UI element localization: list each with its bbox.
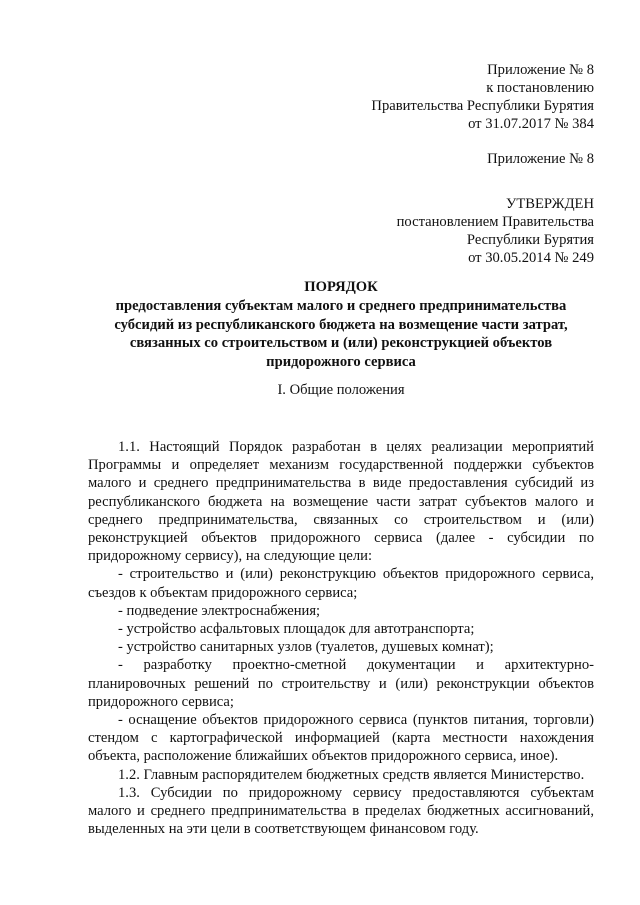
appendix-authority: Правительства Республики Бурятия — [371, 98, 594, 114]
document-title: ПОРЯДОК — [304, 279, 378, 295]
paragraph-1-2: 1.2. Главным распорядителем бюджетных средств является Министерство. — [118, 766, 585, 783]
approval-title: УТВЕРЖДЕН — [506, 196, 594, 212]
appendix-repeat-label: Приложение № 8 — [487, 151, 594, 167]
list-item: - строительство и (или) реконструкцию объектов придорожного сервиса, съездов к объектам придорожного сервиса; — [88, 566, 594, 601]
paragraph-1-3: 1.3. Субсидии по придорожному сервису предоставляются субъектам малого и среднего предпринимательства в пределах бюджетных ассигнований, выделенных на эти цели в соответствующем финансовом году. — [88, 784, 594, 838]
section-heading: I. Общие положения — [277, 382, 405, 398]
appendix-number: Приложение № 8 — [487, 62, 594, 78]
approval-authority: Республики Бурятия — [466, 232, 594, 248]
appendix-repeat — [487, 150, 594, 168]
approval-stamp — [397, 195, 594, 267]
list-item: - устройство санитарных узлов (туалетов, душевых комнат); — [118, 639, 494, 656]
approval-by: постановлением Правительства — [396, 214, 594, 230]
appendix-date: от 31.07.2017 № 384 — [468, 116, 594, 132]
list-item: - разработку проектно-сметной документации и архитектурно-планировочных решений по строительству и (или) реконструкции объектов придорожного сервиса; — [88, 657, 594, 710]
list-item: - устройство асфальтовых площадок для автотранспорта; — [118, 621, 475, 638]
document-body — [88, 438, 594, 838]
appendix-header — [371, 61, 594, 133]
document-subtitle: предоставления субъектам малого и среднего предпринимательства субсидий из республиканского бюджета на возмещение части затрат, связанных со строительством и (или) реконструкцией объектов придорожного сервиса — [114, 298, 568, 370]
approval-date: от 30.05.2014 № 249 — [468, 250, 594, 266]
list-item: - подведение электроснабжения; — [118, 602, 321, 619]
paragraph-1-1: 1.1. Настоящий Порядок разработан в целях реализации мероприятий Программы и определяет механизм государственной поддержки субъектов малого и среднего предпринимательства в виде предоставления субсидий из республиканского бюджета на возмещение части затрат субъектов малого и среднего предпринимательства, связанных со строительством и (или) реконструкцией объектов придорожного сервиса (далее - субсидии по придорожному сервису), на следующие цели: — [88, 439, 594, 565]
list-item: - оснащение объектов придорожного сервиса (пунктов питания, торговли) стендом с картографической информацией (карта местности нахождения объекта, расположение ближайших объектов придорожного сервиса, иное). — [88, 712, 594, 765]
appendix-reference: к постановлению — [486, 80, 594, 96]
